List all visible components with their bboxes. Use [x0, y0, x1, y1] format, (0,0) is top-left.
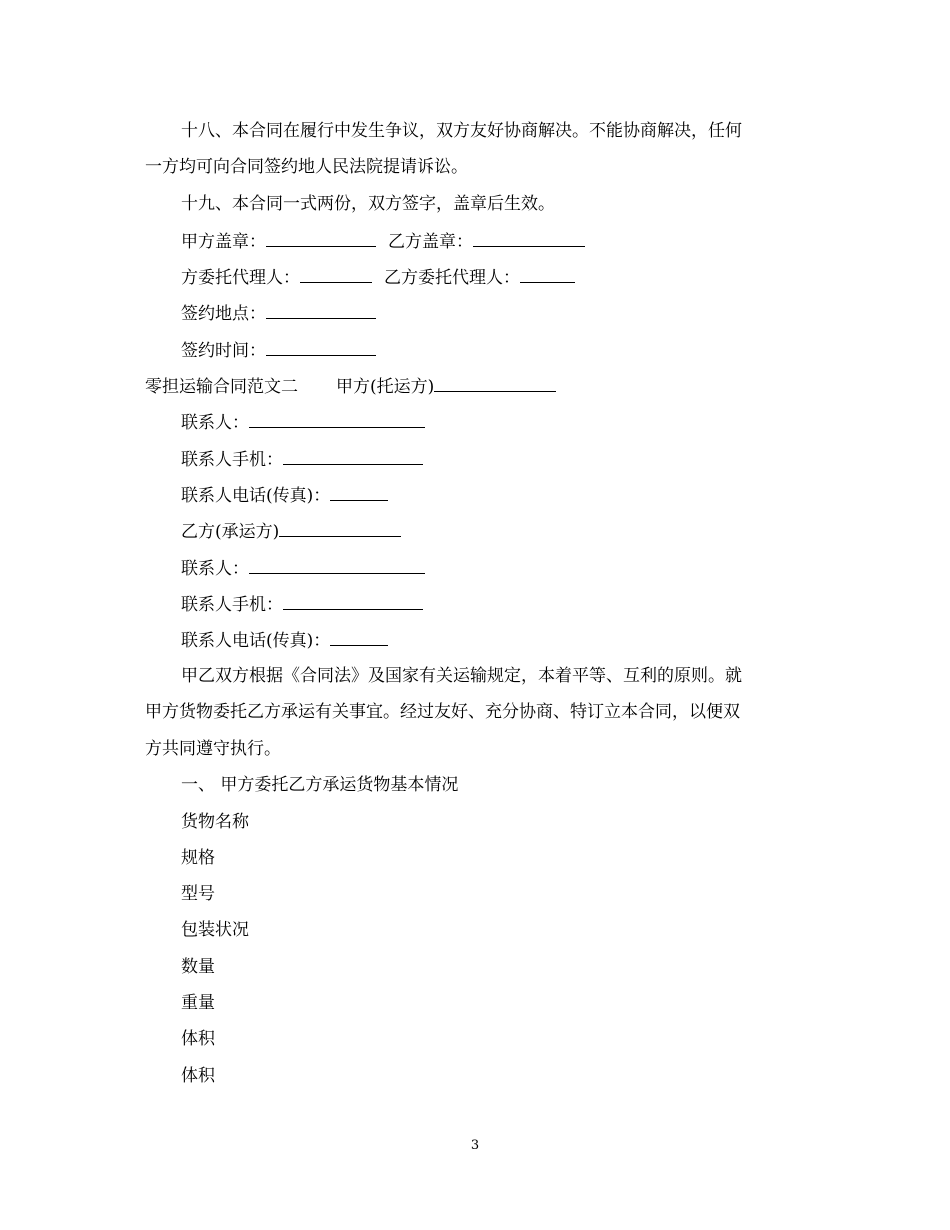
party-b-carrier-blank [279, 520, 401, 537]
cargo-field: 规格 [181, 848, 215, 868]
cargo-field: 包装状况 [181, 920, 249, 940]
article-18-line-1: 十八、本合同在履行中发生争议，双方友好协商解决。不能协商解决，任何 [181, 121, 742, 141]
party-a-phone-fax-blank [330, 484, 388, 501]
sign-time-label: 签约时间： [181, 341, 266, 361]
party-b-carrier-label: 乙方(承运方) [181, 522, 280, 542]
party-b-seal-blank [473, 230, 585, 247]
party-b-mobile-line [181, 593, 423, 616]
seal-line [181, 230, 585, 253]
preamble-line-1: 甲乙双方根据《合同法》及国家有关运输规定，本着平等、互利的原则。就 [181, 666, 742, 686]
preamble-line-2: 甲方货物委托乙方承运有关事宜。经过友好、充分协商、特订立本合同，以便双 [145, 702, 740, 722]
sign-place-blank [266, 302, 376, 319]
party-b-contact-label: 联系人： [181, 559, 249, 579]
cargo-field: 体积 [181, 1029, 215, 1049]
party-b-carrier-line [181, 520, 401, 543]
sign-place-line [181, 302, 376, 325]
party-a-mobile-label: 联系人手机： [181, 450, 283, 470]
party-b-phone-fax-blank [330, 629, 388, 646]
party-a-consignor-blank [434, 375, 556, 392]
cargo-field: 体积 [181, 1066, 215, 1086]
party-b-contact-line [181, 557, 425, 580]
party-b-mobile-blank [283, 593, 423, 610]
party-a-seal-label: 甲方盖章： [181, 232, 266, 252]
party-b-agent-label: 乙方委托代理人： [384, 268, 520, 288]
sign-time-line [181, 339, 376, 362]
party-a-contact-label: 联系人： [181, 413, 249, 433]
party-a-agent-label: 方委托代理人： [181, 268, 300, 288]
party-b-contact-blank [249, 557, 425, 574]
agent-line [181, 266, 575, 289]
cargo-field: 数量 [181, 957, 215, 977]
party-a-contact-blank [249, 411, 425, 428]
article-18-line-2: 一方均可向合同签约地人民法院提请诉讼。 [145, 157, 468, 177]
party-a-contact-line [181, 411, 425, 434]
party-a-agent-blank [300, 266, 372, 283]
party-b-phone-fax-line [181, 629, 388, 652]
cargo-field: 重量 [181, 993, 215, 1013]
sign-place-label: 签约地点： [181, 304, 266, 324]
party-a-phone-fax-label: 联系人电话(传真)： [181, 486, 331, 506]
party-b-seal-label: 乙方盖章： [388, 232, 473, 252]
party-b-agent-blank [520, 266, 575, 283]
cargo-field: 型号 [181, 884, 215, 904]
page-number: 3 [470, 1138, 480, 1153]
party-a-phone-fax-line [181, 484, 388, 507]
party-b-phone-fax-label: 联系人电话(传真)： [181, 631, 331, 651]
cargo-field: 货物名称 [181, 812, 249, 832]
party-a-seal-blank [266, 230, 376, 247]
template-two-title: 零担运输合同范文二 [145, 377, 298, 397]
article-19: 十九、本合同一式两份，双方签字，盖章后生效。 [181, 194, 555, 214]
sign-time-blank [266, 339, 376, 356]
party-a-mobile-blank [283, 448, 423, 465]
template-two-title-line [145, 375, 556, 398]
party-a-mobile-line [181, 448, 423, 471]
preamble-line-3: 方共同遵守执行。 [145, 739, 281, 759]
party-b-mobile-label: 联系人手机： [181, 595, 283, 615]
party-a-consignor-label: 甲方(托运方) [336, 377, 435, 397]
section-1-heading: 一、 甲方委托乙方承运货物基本情况 [181, 775, 459, 795]
